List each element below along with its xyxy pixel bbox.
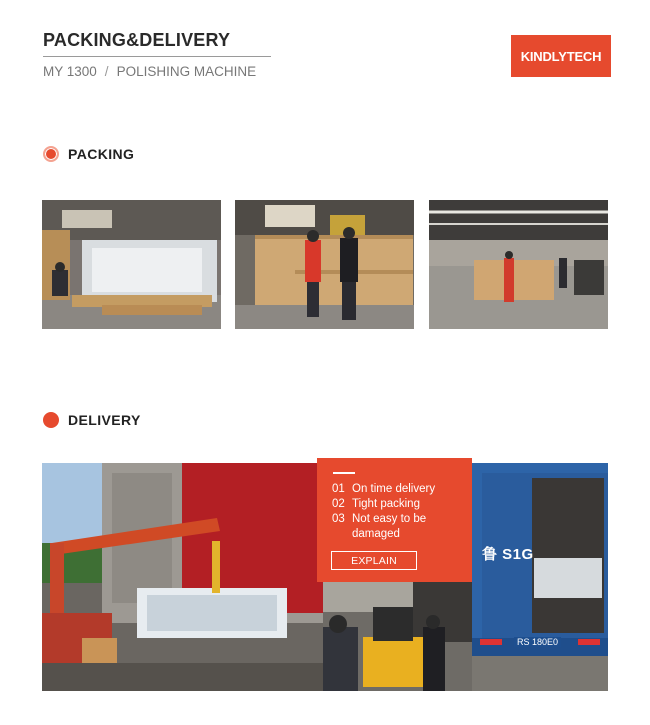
packing-photo-warehouse	[429, 200, 608, 329]
delivery-info-card	[317, 458, 472, 582]
card-dash-divider	[333, 472, 355, 474]
delivery-photo-crane-loading	[42, 463, 323, 691]
explain-button[interactable]: EXPLAIN	[331, 551, 417, 570]
list-item: 02 Tight packing	[332, 498, 420, 510]
truck-rear-plate: RS 180E0	[514, 637, 561, 647]
packing-photo-two-workers	[235, 200, 414, 329]
truck-side-plate: 鲁 S1G	[482, 546, 534, 563]
delivery-heading	[43, 412, 141, 428]
packing-photo-worker-crating	[42, 200, 221, 329]
bullet-dot-icon	[43, 412, 59, 428]
product-name: POLISHING MACHINE	[116, 64, 257, 79]
brand-logo: KINDLYTECH	[511, 35, 611, 77]
delivery-heading-label: DELIVERY	[68, 412, 141, 428]
page-title: PACKING&DELIVERY	[43, 30, 231, 50]
subtitle-separator: /	[104, 64, 109, 79]
delivery-photo-truck	[472, 463, 608, 691]
list-item: 03 Not easy to be	[332, 513, 427, 525]
title-divider	[43, 56, 271, 57]
model-number: MY 1300	[43, 64, 97, 79]
list-item: 01 On time delivery	[332, 483, 436, 495]
product-subtitle	[43, 64, 256, 79]
delivery-photo-forklift	[323, 582, 472, 691]
list-item: damaged	[352, 528, 400, 540]
packing-heading	[43, 146, 134, 162]
delivery-points-list	[332, 482, 435, 542]
bullet-dot-icon	[43, 146, 59, 162]
packing-heading-label: PACKING	[68, 146, 135, 162]
